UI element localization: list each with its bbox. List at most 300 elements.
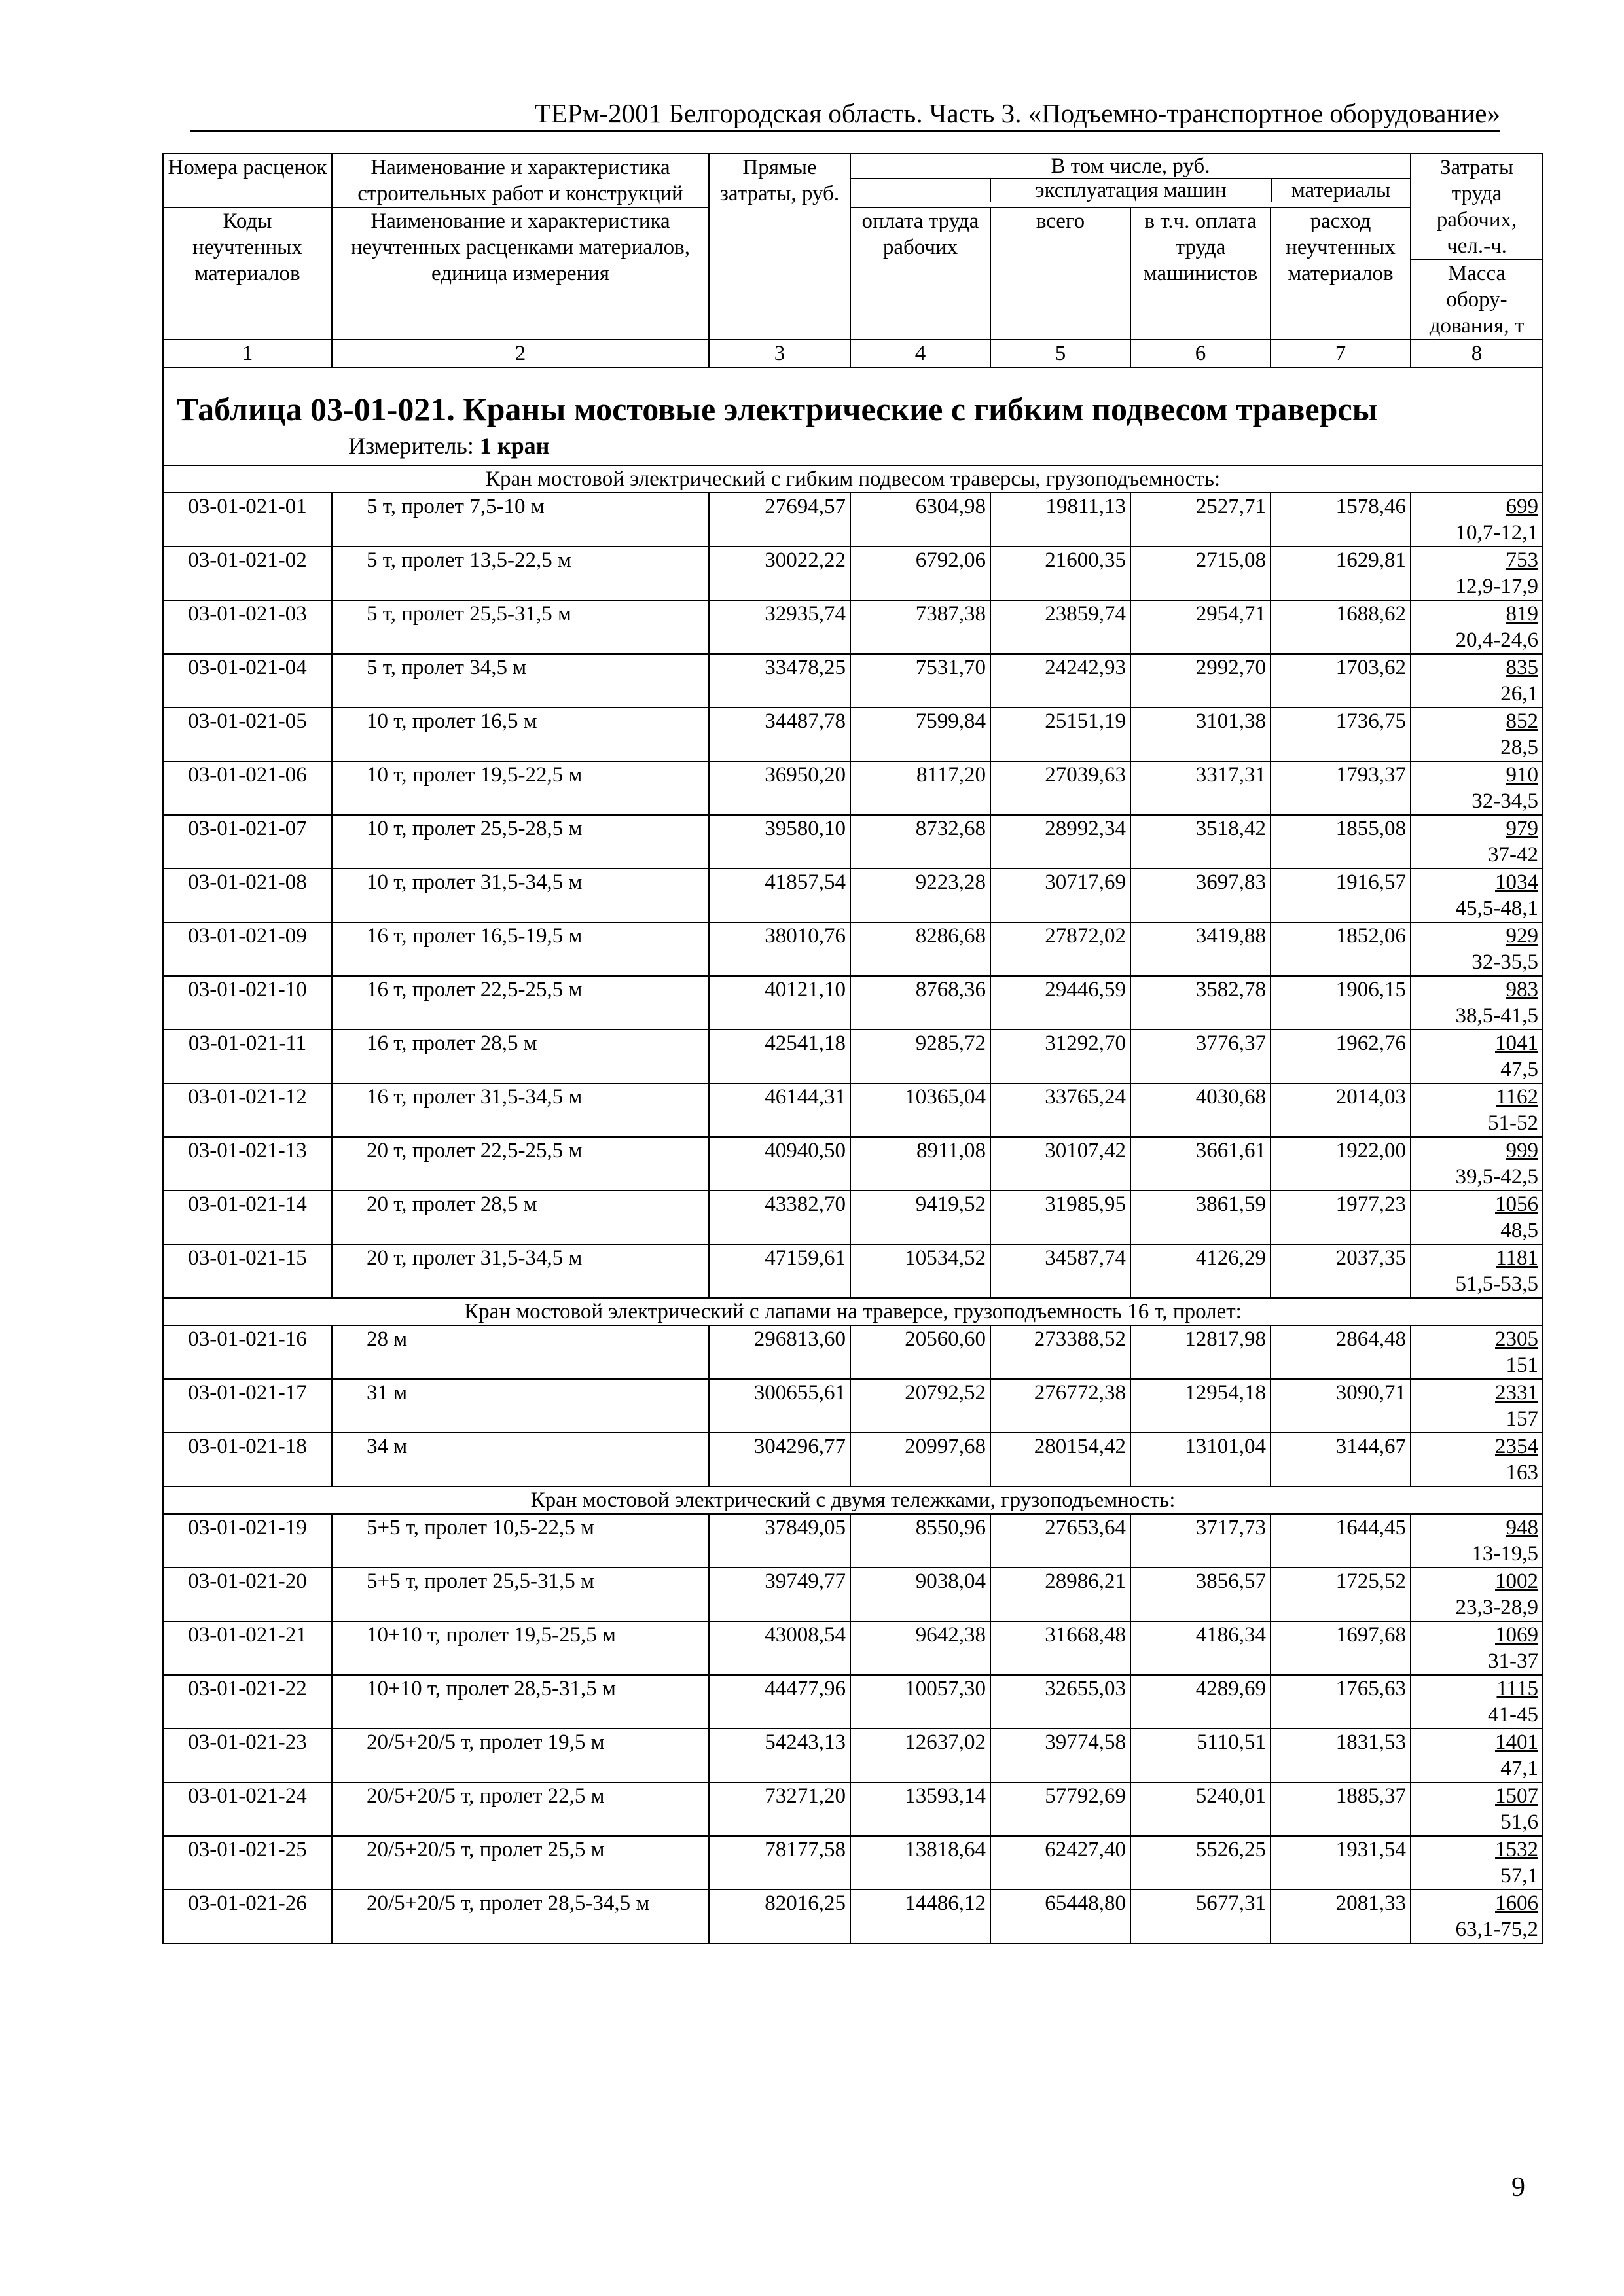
- col-header-direct: Прямые затраты, руб.: [709, 154, 850, 340]
- equipment-mass: 13-19,5: [1471, 1542, 1539, 1566]
- rate-code: 03-01-021-02: [163, 547, 332, 600]
- rate-code: 03-01-021-19: [163, 1514, 332, 1568]
- labor-pay: 14486,12: [850, 1890, 990, 1943]
- labor-hours: 979: [1506, 817, 1539, 840]
- labor-and-mass: [1411, 600, 1543, 654]
- machinists-pay: 3419,88: [1130, 922, 1271, 976]
- labor-hours: 1115: [1496, 1677, 1539, 1700]
- table-row: [163, 1514, 1543, 1568]
- labor-pay: 12637,02: [850, 1729, 990, 1782]
- labor-pay: 7387,38: [850, 600, 990, 654]
- equipment-mass: 57,1: [1500, 1864, 1539, 1888]
- direct-cost: 41857,54: [709, 869, 850, 922]
- direct-cost: 40940,50: [709, 1137, 850, 1191]
- labor-and-mass: [1411, 1379, 1543, 1433]
- labor-hours: 699: [1506, 495, 1539, 518]
- direct-cost: 30022,22: [709, 547, 850, 600]
- machinists-pay: 4030,68: [1130, 1083, 1271, 1137]
- machines-total: 28986,21: [990, 1568, 1130, 1621]
- machinists-pay: 2954,71: [1130, 600, 1271, 654]
- table-row: [163, 815, 1543, 869]
- labor-and-mass: [1411, 1083, 1543, 1137]
- materials-cost: 1629,81: [1271, 547, 1411, 600]
- col-number: 8: [1411, 340, 1543, 367]
- rate-code: 03-01-021-12: [163, 1083, 332, 1137]
- rate-code: 03-01-021-07: [163, 815, 332, 869]
- col-number: 4: [850, 340, 990, 367]
- equipment-mass: 151: [1506, 1354, 1539, 1377]
- machines-total: 30717,69: [990, 869, 1130, 922]
- rate-code: 03-01-021-25: [163, 1836, 332, 1890]
- equipment-mass: 39,5-42,5: [1455, 1165, 1539, 1189]
- table-row: [163, 1030, 1543, 1083]
- table-row: [163, 600, 1543, 654]
- direct-cost: 296813,60: [709, 1325, 850, 1379]
- rate-code: 03-01-021-11: [163, 1030, 332, 1083]
- labor-hours: 948: [1506, 1516, 1539, 1539]
- labor-and-mass: [1411, 815, 1543, 869]
- machinists-pay: 5677,31: [1130, 1890, 1271, 1943]
- machines-total: 62427,40: [990, 1836, 1130, 1890]
- machines-total: 31985,95: [990, 1191, 1130, 1244]
- machinists-pay: 3697,83: [1130, 869, 1271, 922]
- rate-name: 16 т, пролет 31,5-34,5 м: [332, 1083, 709, 1137]
- machinists-pay: 2527,71: [1130, 493, 1271, 547]
- materials-cost: 1885,37: [1271, 1782, 1411, 1836]
- direct-cost: 82016,25: [709, 1890, 850, 1943]
- labor-hours: 1002: [1495, 1570, 1539, 1593]
- equipment-mass: 163: [1506, 1461, 1539, 1484]
- table-row: [163, 654, 1543, 708]
- labor-pay: 7531,70: [850, 654, 990, 708]
- labor-hours: 1069: [1495, 1623, 1539, 1647]
- materials-cost: 1697,68: [1271, 1621, 1411, 1675]
- col-header-machinists-pay: в т.ч. оплата труда машинистов: [1130, 207, 1271, 340]
- labor-hours: 1532: [1495, 1838, 1539, 1861]
- table-row: [163, 1379, 1543, 1433]
- rate-code: 03-01-021-09: [163, 922, 332, 976]
- table-row: [163, 1782, 1543, 1836]
- rate-code: 03-01-021-03: [163, 600, 332, 654]
- machinists-pay: 3582,78: [1130, 976, 1271, 1030]
- labor-and-mass: [1411, 1836, 1543, 1890]
- labor-and-mass: [1411, 922, 1543, 976]
- labor-and-mass: [1411, 1514, 1543, 1568]
- rate-name: 5+5 т, пролет 25,5-31,5 м: [332, 1568, 709, 1621]
- labor-and-mass: [1411, 654, 1543, 708]
- direct-cost: 300655,61: [709, 1379, 850, 1433]
- direct-cost: 47159,61: [709, 1244, 850, 1298]
- labor-and-mass: [1411, 1890, 1543, 1943]
- machines-total: 29446,59: [990, 976, 1130, 1030]
- machinists-pay: 12954,18: [1130, 1379, 1271, 1433]
- labor-hours: 929: [1506, 924, 1539, 948]
- machines-total: 19811,13: [990, 493, 1130, 547]
- rate-name: 16 т, пролет 22,5-25,5 м: [332, 976, 709, 1030]
- rate-code: 03-01-021-23: [163, 1729, 332, 1782]
- machines-total: 32655,03: [990, 1675, 1130, 1729]
- labor-and-mass: [1411, 1433, 1543, 1486]
- table-row: [163, 708, 1543, 761]
- equipment-mass: 48,5: [1500, 1219, 1539, 1242]
- col-number: 6: [1130, 340, 1271, 367]
- labor-pay: 20997,68: [850, 1433, 990, 1486]
- direct-cost: 42541,18: [709, 1030, 850, 1083]
- col-header-including: В том числе, руб.: [851, 154, 1410, 179]
- labor-pay: 8550,96: [850, 1514, 990, 1568]
- rate-code: 03-01-021-04: [163, 654, 332, 708]
- col-header-machines-total: всего: [990, 207, 1130, 340]
- materials-cost: 1922,00: [1271, 1137, 1411, 1191]
- machines-total: 273388,52: [990, 1325, 1130, 1379]
- labor-and-mass: [1411, 1325, 1543, 1379]
- labor-hours: 2305: [1495, 1327, 1539, 1351]
- labor-hours: 2331: [1495, 1381, 1539, 1405]
- labor-hours: 1162: [1496, 1085, 1539, 1109]
- col-header-name: Наименование и характеристика строительных работ и конструкций: [332, 154, 709, 207]
- machinists-pay: 5110,51: [1130, 1729, 1271, 1782]
- equipment-mass: 10,7-12,1: [1455, 521, 1539, 545]
- labor-and-mass: [1411, 547, 1543, 600]
- rate-name: 16 т, пролет 28,5 м: [332, 1030, 709, 1083]
- equipment-mass: 23,3-28,9: [1455, 1596, 1539, 1619]
- table-row: [163, 493, 1543, 547]
- materials-cost: 2037,35: [1271, 1244, 1411, 1298]
- labor-and-mass: [1411, 1191, 1543, 1244]
- rate-code: 03-01-021-22: [163, 1675, 332, 1729]
- rate-code: 03-01-021-24: [163, 1782, 332, 1836]
- machinists-pay: 3861,59: [1130, 1191, 1271, 1244]
- direct-cost: 32935,74: [709, 600, 850, 654]
- table-title: Таблица 03-01-021. Краны мостовые электрические с гибким подвесом траверсы: [177, 391, 1378, 427]
- direct-cost: 46144,31: [709, 1083, 850, 1137]
- labor-hours: 1034: [1495, 870, 1539, 894]
- rates-table: [162, 153, 1543, 1944]
- rates-table-frame: [162, 153, 1542, 2053]
- labor-and-mass: [1411, 976, 1543, 1030]
- labor-hours: 1401: [1495, 1731, 1539, 1754]
- materials-cost: 1831,53: [1271, 1729, 1411, 1782]
- labor-pay: 9038,04: [850, 1568, 990, 1621]
- machinists-pay: 4186,34: [1130, 1621, 1271, 1675]
- materials-cost: 1736,75: [1271, 708, 1411, 761]
- labor-and-mass: [1411, 1621, 1543, 1675]
- table-row: [163, 1191, 1543, 1244]
- group-title: Кран мостовой электрический с двумя тележками, грузоподъемность:: [163, 1486, 1543, 1514]
- equipment-mass: 26,1: [1500, 682, 1539, 706]
- col-header-mass: Масса обору-дования, т: [1411, 260, 1543, 340]
- labor-and-mass: [1411, 1675, 1543, 1729]
- rate-code: 03-01-021-18: [163, 1433, 332, 1486]
- machines-total: 280154,42: [990, 1433, 1130, 1486]
- labor-and-mass: [1411, 493, 1543, 547]
- rate-code: 03-01-021-05: [163, 708, 332, 761]
- meter-value: 1 кран: [479, 433, 550, 459]
- direct-cost: 54243,13: [709, 1729, 850, 1782]
- equipment-mass: 41-45: [1488, 1703, 1539, 1727]
- labor-pay: 8911,08: [850, 1137, 990, 1191]
- col-header-material-names: Наименование и характеристика неучтенных расценками материалов, единица измерения: [332, 207, 709, 340]
- machines-total: 25151,19: [990, 708, 1130, 761]
- machinists-pay: 3101,38: [1130, 708, 1271, 761]
- equipment-mass: 63,1-75,2: [1455, 1918, 1539, 1941]
- materials-cost: 1977,23: [1271, 1191, 1411, 1244]
- machinists-pay: 3518,42: [1130, 815, 1271, 869]
- rate-name: 10 т, пролет 31,5-34,5 м: [332, 869, 709, 922]
- direct-cost: 33478,25: [709, 654, 850, 708]
- labor-pay: 9223,28: [850, 869, 990, 922]
- machines-total: 65448,80: [990, 1890, 1130, 1943]
- direct-cost: 43008,54: [709, 1621, 850, 1675]
- rate-code: 03-01-021-20: [163, 1568, 332, 1621]
- group-title: Кран мостовой электрический с гибким подвесом траверсы, грузоподъемность:: [163, 465, 1543, 493]
- machines-total: 31668,48: [990, 1621, 1130, 1675]
- materials-cost: 1688,62: [1271, 600, 1411, 654]
- equipment-mass: 32-34,5: [1471, 789, 1539, 813]
- machines-total: 276772,38: [990, 1379, 1130, 1433]
- machines-total: 39774,58: [990, 1729, 1130, 1782]
- labor-hours: 1507: [1495, 1784, 1539, 1808]
- rate-name: 5 т, пролет 25,5-31,5 м: [332, 600, 709, 654]
- machines-total: 27039,63: [990, 761, 1130, 815]
- labor-pay: 13818,64: [850, 1836, 990, 1890]
- labor-and-mass: [1411, 1729, 1543, 1782]
- materials-cost: 1852,06: [1271, 922, 1411, 976]
- rate-name: 31 м: [332, 1379, 709, 1433]
- machines-total: 30107,42: [990, 1137, 1130, 1191]
- col-header-including-group: [850, 154, 1411, 207]
- equipment-mass: 51,6: [1500, 1810, 1539, 1834]
- table-row: [163, 1137, 1543, 1191]
- machinists-pay: 4289,69: [1130, 1675, 1271, 1729]
- rate-name: 20 т, пролет 31,5-34,5 м: [332, 1244, 709, 1298]
- machines-total: 33765,24: [990, 1083, 1130, 1137]
- labor-hours: 1056: [1495, 1193, 1539, 1216]
- labor-and-mass: [1411, 1244, 1543, 1298]
- machinists-pay: 4126,29: [1130, 1244, 1271, 1298]
- equipment-mass: 31-37: [1488, 1649, 1539, 1673]
- col-number: 7: [1271, 340, 1411, 367]
- equipment-mass: 28,5: [1500, 736, 1539, 759]
- rate-name: 5 т, пролет 34,5 м: [332, 654, 709, 708]
- materials-cost: 1703,62: [1271, 654, 1411, 708]
- labor-pay: 20792,52: [850, 1379, 990, 1433]
- direct-cost: 27694,57: [709, 493, 850, 547]
- rate-code: 03-01-021-21: [163, 1621, 332, 1675]
- table-row: [163, 1325, 1543, 1379]
- materials-cost: 2864,48: [1271, 1325, 1411, 1379]
- col-number: 3: [709, 340, 850, 367]
- machinists-pay: 3661,61: [1130, 1137, 1271, 1191]
- equipment-mass: 47,5: [1500, 1058, 1539, 1081]
- materials-cost: 2014,03: [1271, 1083, 1411, 1137]
- labor-hours: 852: [1506, 709, 1539, 733]
- rate-name: 5 т, пролет 13,5-22,5 м: [332, 547, 709, 600]
- machinists-pay: 5526,25: [1130, 1836, 1271, 1890]
- materials-cost: 1906,15: [1271, 976, 1411, 1030]
- table-row: [163, 1083, 1543, 1137]
- labor-pay: 6792,06: [850, 547, 990, 600]
- materials-cost: 2081,33: [1271, 1890, 1411, 1943]
- table-row: [163, 869, 1543, 922]
- rate-name: 10 т, пролет 19,5-22,5 м: [332, 761, 709, 815]
- table-row: [163, 1836, 1543, 1890]
- labor-pay: 6304,98: [850, 493, 990, 547]
- rate-code: 03-01-021-15: [163, 1244, 332, 1298]
- rate-name: 5+5 т, пролет 10,5-22,5 м: [332, 1514, 709, 1568]
- materials-cost: 1725,52: [1271, 1568, 1411, 1621]
- machinists-pay: 2715,08: [1130, 547, 1271, 600]
- machinists-pay: 3717,73: [1130, 1514, 1271, 1568]
- table-row: [163, 1890, 1543, 1943]
- labor-pay: 8768,36: [850, 976, 990, 1030]
- meter-label: Измеритель:: [348, 433, 474, 459]
- rate-code: 03-01-021-13: [163, 1137, 332, 1191]
- table-row: [163, 976, 1543, 1030]
- labor-and-mass: [1411, 761, 1543, 815]
- labor-pay: 8286,68: [850, 922, 990, 976]
- labor-pay: 13593,14: [850, 1782, 990, 1836]
- labor-pay: 9642,38: [850, 1621, 990, 1675]
- rate-name: 10+10 т, пролет 28,5-31,5 м: [332, 1675, 709, 1729]
- rate-name: 20/5+20/5 т, пролет 22,5 м: [332, 1782, 709, 1836]
- table-row: [163, 547, 1543, 600]
- rate-name: 20 т, пролет 22,5-25,5 м: [332, 1137, 709, 1191]
- equipment-mass: 20,4-24,6: [1455, 628, 1539, 652]
- col-header-material-codes: Коды неучтенных материалов: [163, 207, 332, 340]
- rate-name: 5 т, пролет 7,5-10 м: [332, 493, 709, 547]
- direct-cost: 40121,10: [709, 976, 850, 1030]
- rate-code: 03-01-021-14: [163, 1191, 332, 1244]
- labor-hours: 983: [1506, 978, 1539, 1001]
- equipment-mass: 47,1: [1500, 1757, 1539, 1780]
- col-header-material-consumption: расход неучтенных материалов: [1271, 207, 1411, 340]
- materials-cost: 1855,08: [1271, 815, 1411, 869]
- equipment-mass: 45,5-48,1: [1455, 897, 1539, 920]
- rate-name: 10 т, пролет 16,5 м: [332, 708, 709, 761]
- labor-hours: 753: [1506, 548, 1539, 572]
- materials-cost: 1578,46: [1271, 493, 1411, 547]
- table-row: [163, 1621, 1543, 1675]
- table-row: [163, 1675, 1543, 1729]
- direct-cost: 39749,77: [709, 1568, 850, 1621]
- labor-hours: 2354: [1495, 1435, 1539, 1458]
- labor-and-mass: [1411, 1568, 1543, 1621]
- col-header-materials: материалы: [1291, 179, 1391, 202]
- labor-hours: 1041: [1495, 1031, 1539, 1055]
- col-number: 2: [332, 340, 709, 367]
- rate-code: 03-01-021-01: [163, 493, 332, 547]
- rate-name: 20 т, пролет 28,5 м: [332, 1191, 709, 1244]
- meter-line: [177, 431, 1529, 461]
- direct-cost: 39580,10: [709, 815, 850, 869]
- labor-and-mass: [1411, 1782, 1543, 1836]
- rate-code: 03-01-021-08: [163, 869, 332, 922]
- labor-hours: 999: [1506, 1139, 1539, 1162]
- direct-cost: 34487,78: [709, 708, 850, 761]
- table-row: [163, 761, 1543, 815]
- table-row: [163, 922, 1543, 976]
- section-header: [163, 367, 1543, 465]
- materials-cost: 1916,57: [1271, 869, 1411, 922]
- equipment-mass: 12,9-17,9: [1455, 575, 1539, 598]
- machinists-pay: 3317,31: [1130, 761, 1271, 815]
- equipment-mass: 37-42: [1488, 843, 1539, 867]
- labor-and-mass: [1411, 708, 1543, 761]
- rate-name: 20/5+20/5 т, пролет 25,5 м: [332, 1836, 709, 1890]
- page-header: ТЕРм-2001 Белгородская область. Часть 3. «Подъемно-транспортное оборудование»: [190, 97, 1500, 132]
- machines-total: 23859,74: [990, 600, 1130, 654]
- rate-name: 10+10 т, пролет 19,5-25,5 м: [332, 1621, 709, 1675]
- rate-name: 16 т, пролет 16,5-19,5 м: [332, 922, 709, 976]
- labor-hours: 835: [1506, 656, 1539, 679]
- rate-name: 20/5+20/5 т, пролет 28,5-34,5 м: [332, 1890, 709, 1943]
- direct-cost: 73271,20: [709, 1782, 850, 1836]
- machines-total: 28992,34: [990, 815, 1130, 869]
- rate-name: 20/5+20/5 т, пролет 19,5 м: [332, 1729, 709, 1782]
- direct-cost: 36950,20: [709, 761, 850, 815]
- direct-cost: 43382,70: [709, 1191, 850, 1244]
- direct-cost: 37849,05: [709, 1514, 850, 1568]
- rate-code: 03-01-021-06: [163, 761, 332, 815]
- group-title: Кран мостовой электрический с лапами на траверсе, грузоподъемность 16 т, пролет:: [163, 1298, 1543, 1325]
- direct-cost: 38010,76: [709, 922, 850, 976]
- labor-hours: 819: [1506, 602, 1539, 626]
- machines-total: 57792,69: [990, 1782, 1130, 1836]
- equipment-mass: 38,5-41,5: [1455, 1004, 1539, 1028]
- materials-cost: 1765,63: [1271, 1675, 1411, 1729]
- rate-name: 28 м: [332, 1325, 709, 1379]
- machinists-pay: 3776,37: [1130, 1030, 1271, 1083]
- machines-total: 31292,70: [990, 1030, 1130, 1083]
- labor-pay: 8732,68: [850, 815, 990, 869]
- rate-name: 34 м: [332, 1433, 709, 1486]
- direct-cost: 78177,58: [709, 1836, 850, 1890]
- table-row: [163, 1433, 1543, 1486]
- materials-cost: 3144,67: [1271, 1433, 1411, 1486]
- materials-cost: 3090,71: [1271, 1379, 1411, 1433]
- materials-cost: 1644,45: [1271, 1514, 1411, 1568]
- rate-code: 03-01-021-17: [163, 1379, 332, 1433]
- materials-cost: 1793,37: [1271, 761, 1411, 815]
- labor-pay: 8117,20: [850, 761, 990, 815]
- labor-pay: 7599,84: [850, 708, 990, 761]
- col-header-labor: Затраты труда рабочих, чел.-ч.: [1411, 154, 1543, 260]
- labor-and-mass: [1411, 869, 1543, 922]
- machines-total: 27653,64: [990, 1514, 1130, 1568]
- labor-pay: 10057,30: [850, 1675, 990, 1729]
- labor-pay: 10365,04: [850, 1083, 990, 1137]
- rate-code: 03-01-021-16: [163, 1325, 332, 1379]
- labor-pay: 20560,60: [850, 1325, 990, 1379]
- labor-and-mass: [1411, 1137, 1543, 1191]
- machinists-pay: 3856,57: [1130, 1568, 1271, 1621]
- machines-total: 34587,74: [990, 1244, 1130, 1298]
- table-row: [163, 1729, 1543, 1782]
- col-number: 5: [990, 340, 1130, 367]
- machines-total: 24242,93: [990, 654, 1130, 708]
- direct-cost: 304296,77: [709, 1433, 850, 1486]
- rate-code: 03-01-021-10: [163, 976, 332, 1030]
- labor-and-mass: [1411, 1030, 1543, 1083]
- table-row: [163, 1568, 1543, 1621]
- col-header-labor-pay: оплата труда рабочих: [850, 207, 990, 340]
- materials-cost: 1962,76: [1271, 1030, 1411, 1083]
- col-number: 1: [163, 340, 332, 367]
- col-header-codes: Номера расценок: [163, 154, 332, 207]
- equipment-mass: 32-35,5: [1471, 950, 1539, 974]
- equipment-mass: 51-52: [1488, 1111, 1539, 1135]
